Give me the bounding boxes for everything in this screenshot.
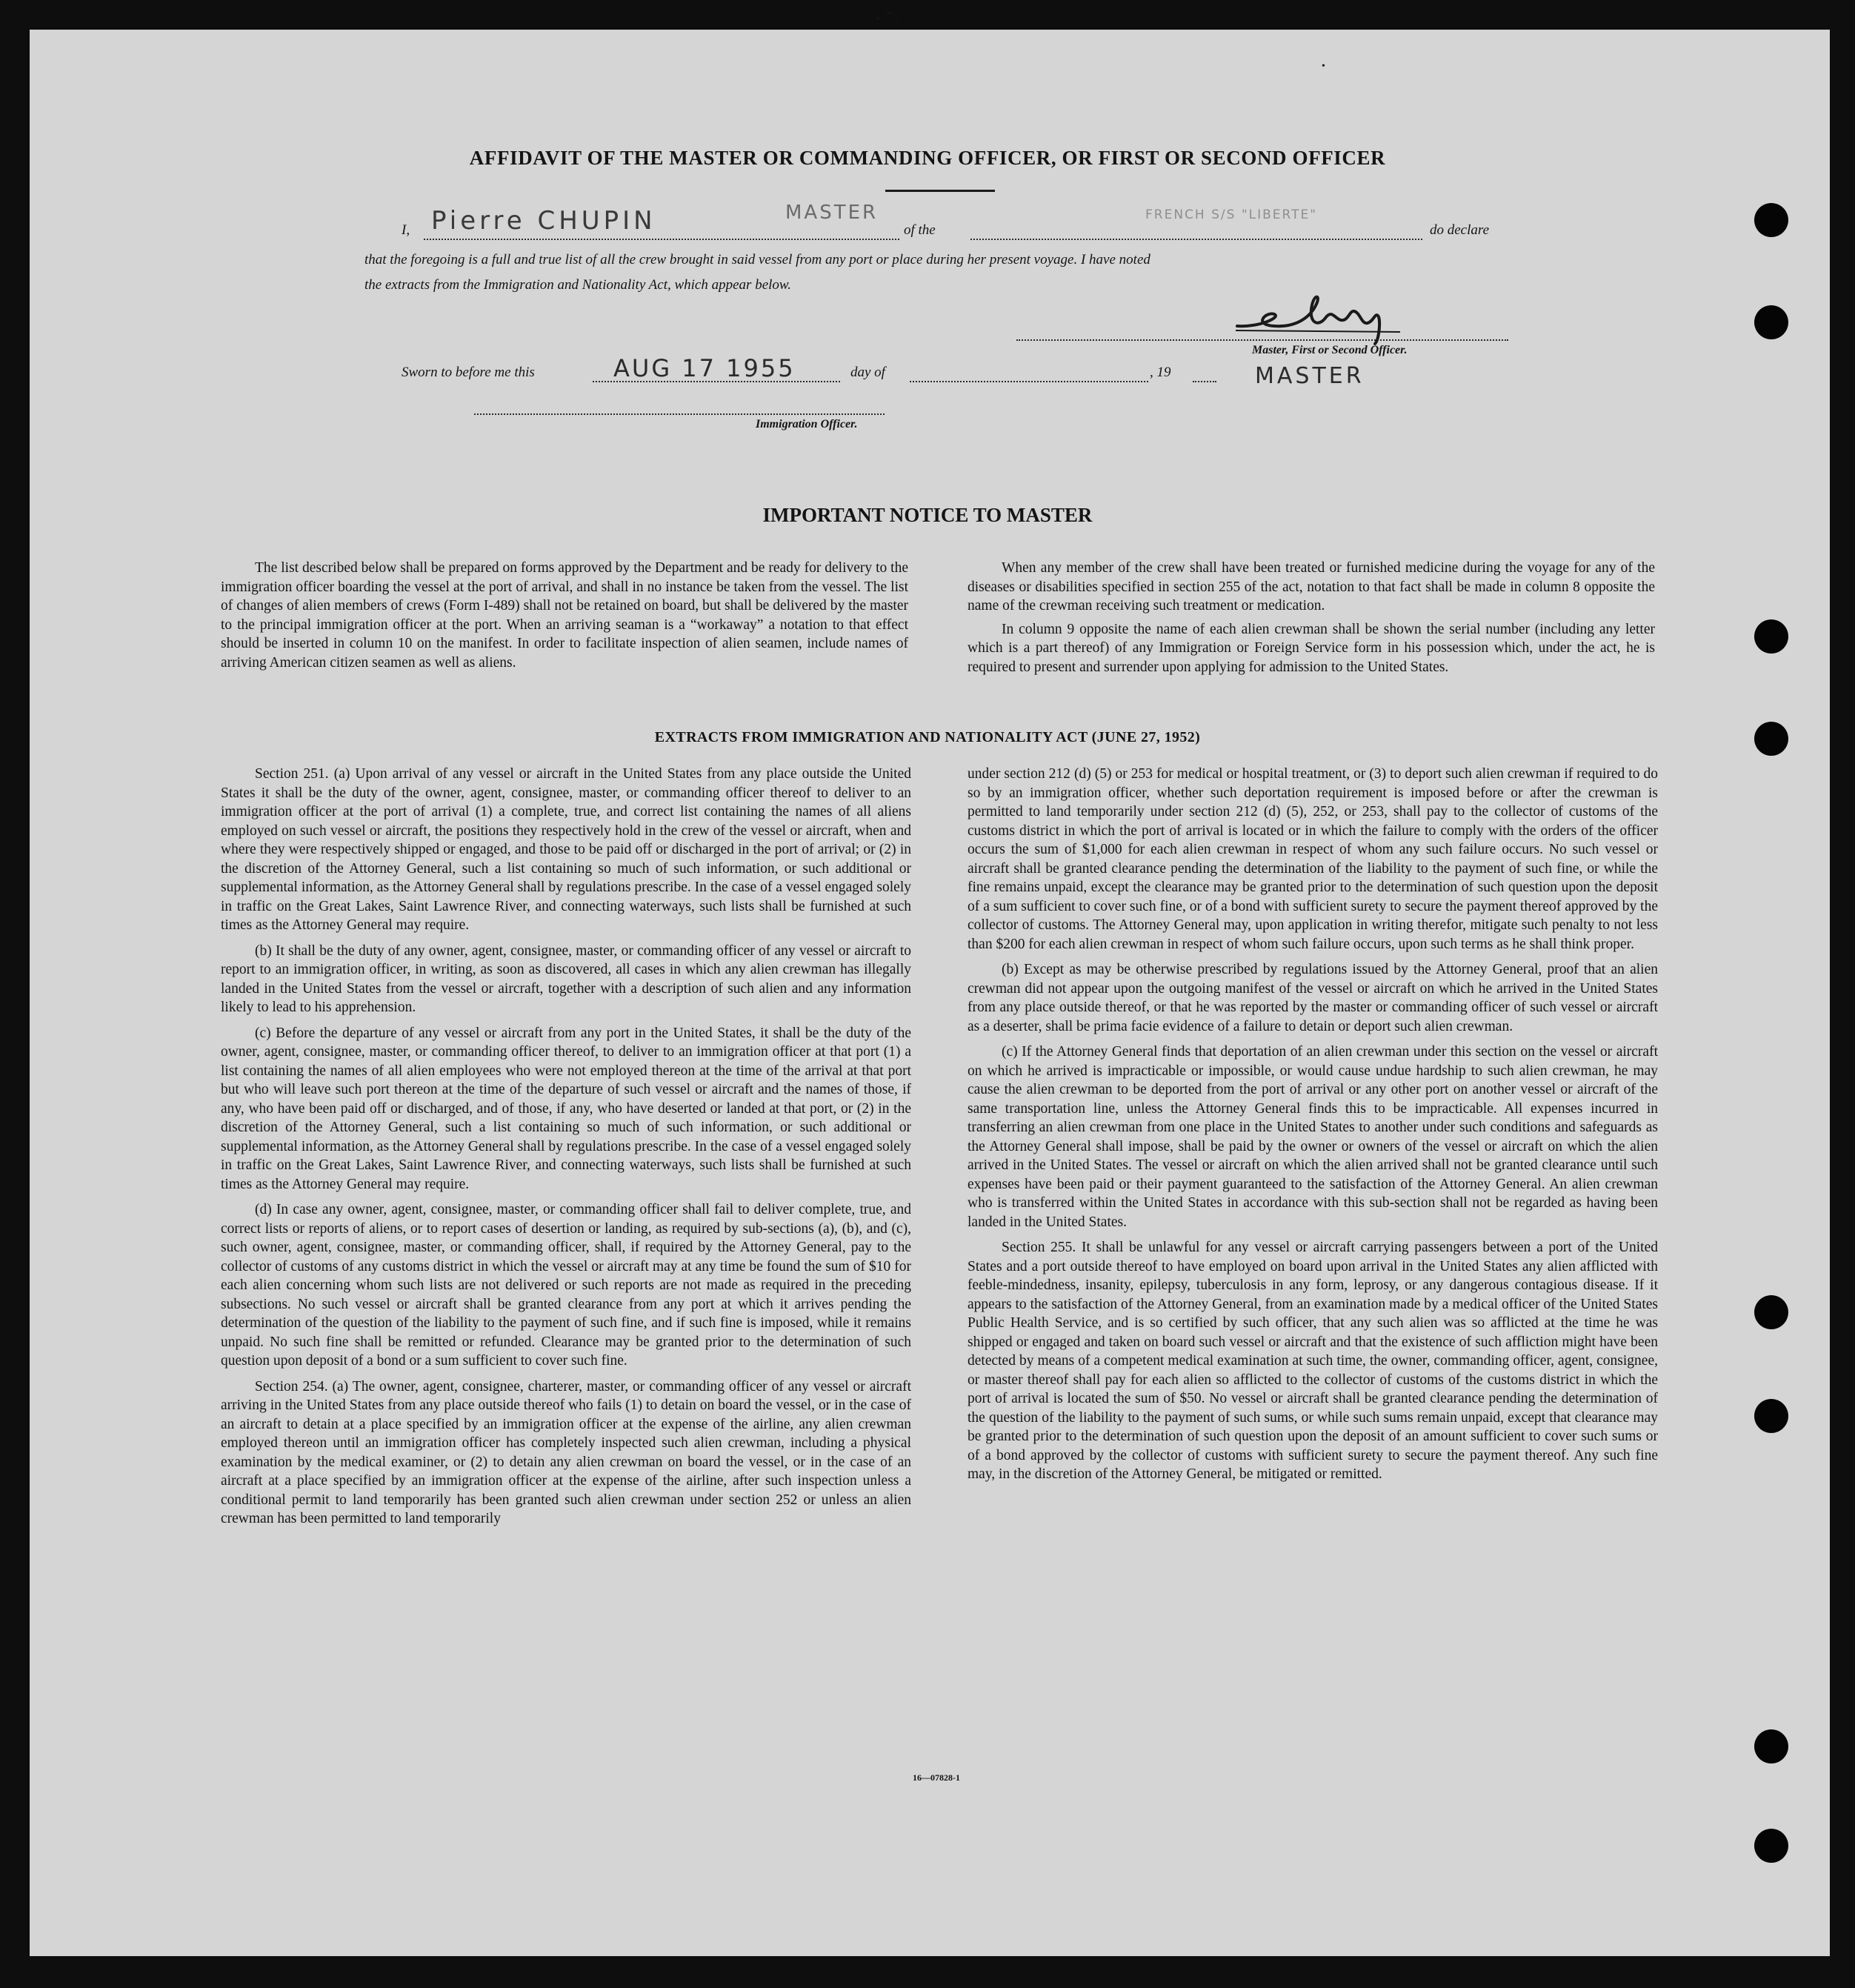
punch-hole bbox=[1754, 305, 1788, 339]
extract-paragraph: (c) If the Attorney General finds that deportation of an alien crewman under this section on the vessel or aircraft on which he arrived is impracticable or impossible, or would cause undue hardship to such alien crewman, he may cause the alien crewman to be deported from the port of arrival or any other port on another vessel or aircraft of the same transportation line, unless the Attorney General finds this to be impracticable. All expenses incurred in transferring an alien crewman from one place in the United States to another under such conditions and safeguards as the Attorney General shall impose, shall be paid by the owner or owners of the vessel or aircraft on which the alien arrived in the United States. The vessel or aircraft on which the alien arrived shall not be granted clearance until such expenses have been paid or their payment guaranteed to the satisfaction of the Attorney General. An alien crewman who is transferred within the United States in accordance with this sub-section shall not be regarded as having been landed in the United States. bbox=[968, 1044, 1658, 1230]
vessel-line bbox=[970, 239, 1422, 240]
master-stamp-bottom: MASTER bbox=[1255, 363, 1365, 389]
year-prefix: , 19 bbox=[1150, 365, 1171, 380]
punch-hole bbox=[1754, 1399, 1788, 1433]
vessel-name: FRENCH S/S "LIBERTE" bbox=[1145, 207, 1318, 222]
day-of-label: day of bbox=[850, 365, 885, 380]
master-signature bbox=[1230, 273, 1437, 347]
ink-specks: · ˉ˒ bbox=[874, 7, 900, 30]
punch-hole bbox=[1754, 1295, 1788, 1329]
notice-paragraph: The list described below shall be prepared on forms approved by the Department and be ready for delivery to the immigration officer boarding the vessel at the port of arrival, and shall in no instance be taken from the vessel. The list of changes of alien members of crews (Form I-489) shall not be retained on board, but shall be delivered by the master to the principal immigration officer at the port. When an arriving seaman is a “workaway” a notation to that effect should be inserted in column 10 on the manifest. In order to facilitate inspection of alien seamen, include names of arriving American citizen seamen as well as aliens. bbox=[221, 560, 908, 671]
title-underline bbox=[885, 190, 995, 192]
punch-hole bbox=[1754, 1829, 1788, 1863]
extract-paragraph: Section 255. It shall be unlawful for any vessel or aircraft carrying passengers between a port of the United States and a port outside thereof to have employed on board upon arrival in the United States any alien afflicted with feeble-mindedness, insanity, epilepsy, tuberculosis in any form, leprosy, or any dangerous contagious disease. If it appears to the satisfaction of the Attorney General, from an examination made by a medical officer of the United States Public Health Service, and is so certified by such officer, that any such alien was so afflicted at the time he was shipped or engaged and taken on board such vessel or aircraft and that the existence of such affliction might have been detected by means of a competent medical examination at such time, the owner, commanding officer, agent, consignee, or master thereof shall pay for each alien so afflicted to the collector of customs of the customs district in which the port of arrival is located the sum of $50. No vessel or aircraft shall be granted clearance pending the determination of the question of the liability to the payment of such sums, or while such sums remain unpaid, except that clearance may be granted prior to the determination of such question upon the deposit of an amount sufficient to cover such sums or of a bond approved by the collector of customs with sufficient surety to secure the payment thereof. Any such fine may, in the discretion of the Attorney General, be mitigated or remitted. bbox=[968, 1240, 1658, 1482]
master-name: Pierre CHUPIN bbox=[431, 206, 656, 236]
declaration-line-2: the extracts from the Immigration and Nationality Act, which appear below. bbox=[364, 277, 791, 293]
notice-left-column bbox=[221, 559, 908, 676]
name-line bbox=[424, 239, 899, 240]
affidavit-title: AFFIDAVIT OF THE MASTER OR COMMANDING OFFICER, OR FIRST OR SECOND OFFICER bbox=[469, 147, 1386, 169]
extract-paragraph: (b) Except as may be otherwise prescribed by regulations issued by the Attorney General, proof that an alien crewman did not appear upon the outgoing manifest of the vessel or aircraft on which he arrived in the United States from any place outside thereof, or that he was reported by the master or commanding officer of such vessel or aircraft as a deserter, shall be prima facie evidence of a failure to detain or deport such alien crewman. bbox=[968, 962, 1658, 1034]
signature-line bbox=[1016, 339, 1508, 341]
extract-paragraph: (c) Before the departure of any vessel or aircraft from any port in the United States, it shall be the duty of the owner, agent, consignee, master, or commanding officer thereof, to deliver to an immigration officer at that port (1) a list containing the names of all alien employees who were not employed thereon at the time of the arrival at that port but who will leave such port thereon at the time of the departure of such vessel or aircraft and the names of those, if any, who have been paid off or discharged, and of those, if any, who have deserted or landed at that port, or (2) in the discretion of the Attorney General, such a list containing so much of such information, or such additional or supplemental information, as the Attorney General shall by regulations prescribe. In the case of a vessel engaged solely in traffic on the Great Lakes, Saint Lawrence River, and connecting waterways, such lists shall be furnished at such times as the Attorney General may require. bbox=[221, 1025, 911, 1192]
extract-paragraph: Section 254. (a) The owner, agent, consignee, charterer, master, or commanding officer of any vessel or aircraft arriving in the United States from any place outside thereof who fails (1) to detain on board the vessel, or in the case of an aircraft to detain at a place specified by an immigration officer at the expense of the airline, any alien crewman employed thereon until an immigration officer has completely inspected such alien crewman, including a physical examination by the medical examiner, or (2) to detain any alien crewman on board the vessel, or in the case of an aircraft at a place specified by an immigration officer at the expense of the airline, after such inspection unless a conditional permit to land temporarily has been granted such alien crewman under section 252 or unless an alien crewman has been permitted to land temporarily bbox=[221, 1378, 911, 1526]
sworn-date: AUG 17 1955 bbox=[613, 354, 796, 382]
i-label: I, bbox=[402, 222, 410, 238]
notice-right-column bbox=[968, 559, 1655, 681]
extract-paragraph: (d) In case any owner, agent, consignee, master, or commanding officer shall fail to deliver complete, true, and correct lists or reports of aliens, or to report cases of desertion or landing, as required by sub-sections (a), (b), and (c), such owner, agent, consignee, master, or commanding officer, shall, if required by the Attorney General, pay to the collector of customs of any customs district in which the vessel or aircraft may at any time be found the sum of $10 for each alien concerning whom such lists are not delivered or such reports are not made as required in the preceding subsections. No such vessel or aircraft shall be granted clearance from any port at which it arrives pending the determination of the question of the liability to the payment of such fine, and if such fine is imposed, while it remains unpaid. No such fine shall be remitted or refunded. Clearance may be granted prior to the determination of such question upon deposit of a bond or a sum sufficient to cover such fine. bbox=[221, 1202, 911, 1369]
notice-title: IMPORTANT NOTICE TO MASTER bbox=[762, 504, 1093, 526]
year-line bbox=[1193, 381, 1216, 382]
officer-signature-line bbox=[474, 413, 885, 415]
sworn-label: Sworn to before me this bbox=[402, 365, 535, 380]
extract-paragraph: Section 251. (a) Upon arrival of any vessel or aircraft in the United States from any place outside the United States it shall be the duty of the owner, agent, consignee, master, or commanding officer thereof to deliver to an immigration officer at the port of arrival (1) a complete, true, and correct list containing the names of all aliens employed on such vessel or aircraft, the positions they respectively hold in the crew of the vessel or aircraft, when and where they were respectively shipped or engaged, and those to be paid off or discharged in the port of arrival; or (2) in the discretion of the Attorney General, such a list containing so much of such information, or such additional or supplemental information, as the Attorney General shall by regulations prescribe. In the case of a vessel engaged solely in traffic on the Great Lakes, Saint Lawrence River, and connecting waterways, such lists shall be furnished at such times as the Attorney General may require. bbox=[221, 766, 911, 933]
officer-caption: Immigration Officer. bbox=[756, 418, 858, 430]
punch-hole bbox=[1754, 203, 1788, 237]
do-declare-label: do declare bbox=[1430, 222, 1490, 238]
extracts-title: EXTRACTS FROM IMMIGRATION AND NATIONALITY ACT (JUNE 27, 1952) bbox=[654, 729, 1201, 745]
notice-paragraph: In column 9 opposite the name of each alien crewman shall be shown the serial number (including any letter which is a part thereof) of any Immigration or Foreign Service form in his possession which, under the act, he is required to present and surrender upon applying for admission to the United States. bbox=[968, 621, 1655, 675]
of-the-label: of the bbox=[904, 222, 936, 238]
month-line bbox=[910, 381, 1148, 382]
punch-hole bbox=[1754, 619, 1788, 654]
declaration-line-1: that the foregoing is a full and true list of all the crew brought in said vessel from any port or place during her present voyage. I have noted bbox=[364, 252, 1150, 267]
ink-speck: • bbox=[1322, 61, 1325, 72]
form-code: 16—07828-1 bbox=[913, 1772, 960, 1783]
extracts-left-column bbox=[221, 765, 911, 1535]
notice-paragraph: When any member of the crew shall have been treated or furnished medicine during the voyage for any of the diseases or disabilities specified in section 255 of the act, notation to that fact shall be made in column 8 opposite the name of the crewman receiving such treatment or medication. bbox=[968, 560, 1655, 614]
signer-caption: Master, First or Second Officer. bbox=[1252, 344, 1408, 356]
extracts-right-column bbox=[968, 765, 1658, 1491]
master-stamp-top: MASTER bbox=[785, 202, 879, 224]
extract-paragraph: (b) It shall be the duty of any owner, agent, consignee, master, or commanding officer of any vessel or aircraft to report to an immigration officer, in writing, as soon as discovered, all cases in which any alien crewman has illegally landed in the United States from the vessel or aircraft, together with a description of such alien and any information likely to lead to his apprehension. bbox=[221, 943, 911, 1015]
extract-paragraph: under section 212 (d) (5) or 253 for medical or hospital treatment, or (3) to deport such alien crewman if required to do so by an immigration officer, whether such deportation requirement is imposed before or after the crewman is permitted to land temporarily under section 212 (d) (5), 252, or 253, shall pay to the collector of customs of the customs district in which the port of arrival is located or in which the failure to comply with the orders of the officer occurs the sum of $1,000 for each alien crewman in respect of whom any such failure occurs. No such vessel or aircraft shall be granted clearance pending the determination of the liability to the payment of such fine, or while the fine remains unpaid, except the clearance may be granted prior to the determination of such question upon the deposit of a sum sufficient to cover such fine, or of a bond with sufficient surety to secure the payment thereof approved by the collector of customs. The Attorney General may, upon application in writing therefor, mitigate such penalty to not less than $200 for each alien crewman in respect of whom such failure occurs, upon such terms as he shall think proper. bbox=[968, 766, 1658, 952]
punch-hole bbox=[1754, 1729, 1788, 1763]
